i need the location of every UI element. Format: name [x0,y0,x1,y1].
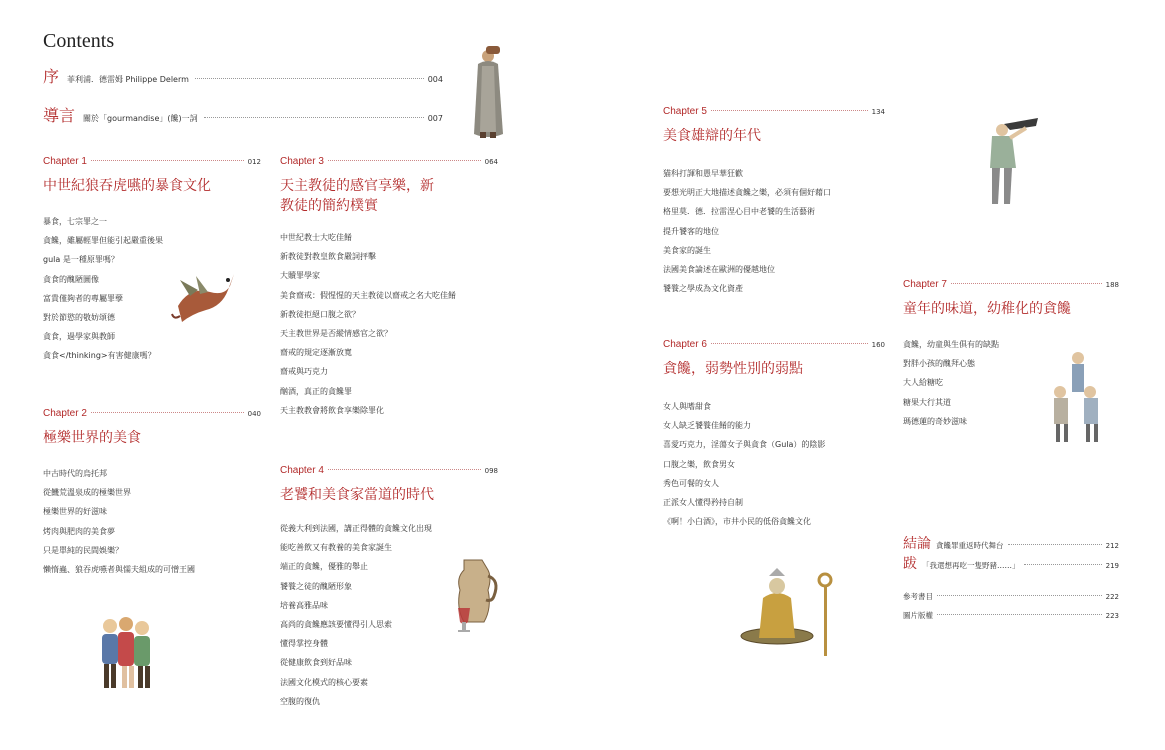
leader-dots [1008,544,1102,545]
chapter-title: 童年的味道，幼稚化的貪饞 [903,301,1071,317]
introduction-subtitle: 關於「gourmandise」(饞)一詞 [83,114,198,123]
section-item[interactable]: 喜愛巧克力，淫蕩女子與貪食（Gula）的陰影 [663,440,826,450]
page-number: 004 [427,75,443,84]
section-item[interactable]: 培養高雅品味 [280,600,328,610]
section-item[interactable]: 高尚的貪饞應該要懂得引人思索 [280,620,392,630]
page-number: 007 [427,114,443,123]
section-item[interactable]: 新教徒對教皇飲食嚴詞抨擊 [280,252,376,262]
chapter-3[interactable] [280,156,498,420]
section-item[interactable]: 極樂世界的好滋味 [43,507,107,517]
image-credits-label: 圖片版權 [903,611,933,620]
chapter-label: Chapter 5 [663,106,707,117]
chapter-title: 極樂世界的美食 [43,430,141,446]
chapter-title: 天主教徒的感官享樂，新教徒的簡約樸實 [280,178,434,214]
section-item[interactable]: 暴食，七宗罪之一 [43,217,107,226]
page-number: 064 [484,158,498,166]
chapter-title: 老饕和美食家當道的時代 [280,487,434,503]
conclusion-subtitle: 貪饞罪重返時代舞台 [936,541,1004,550]
section-item[interactable]: 只是單純的民間娛樂？ [43,545,123,555]
afterword-mark: 跋 [903,556,917,572]
section-item[interactable]: 中古時代的烏托邦 [43,469,107,478]
monk-drinking-illustration [470,44,506,142]
afterword-subtitle: 「我還想再吃一隻野豬……」 [922,561,1020,570]
leader-dots [328,469,481,470]
section-item[interactable]: 格里莫．德．拉雷涅心目中老饕的生活藝術 [663,207,815,217]
introduction-entry[interactable] [43,103,443,123]
section-item[interactable]: 懂得掌控身體 [280,639,328,649]
section-item[interactable]: 對於節慾的敬妨頌德 [43,313,115,323]
chapter-label: Chapter 3 [280,156,324,167]
section-item[interactable]: 大贖罪學家 [280,271,320,281]
section-item[interactable]: 貪饞，幼童與生俱有的缺點 [903,340,999,349]
chapter-2[interactable] [43,408,261,579]
leader-dots [204,117,424,118]
section-item[interactable]: 能吃善飲又有教養的美食家誕生 [280,543,392,553]
section-item[interactable]: 猫科打諢和愚早華狂歡 [663,169,743,178]
section-item[interactable]: 糖果大行其道 [903,397,951,407]
section-item[interactable]: gula 是一種原罪嗎？ [43,255,119,265]
chapter-title: 中世紀狼吞虎嚥的暴食文化 [43,178,211,194]
section-item[interactable]: 饕餮之徒的醜陋形象 [280,581,352,591]
introduction-mark: 導言 [43,106,76,125]
leader-dots [1024,564,1102,565]
preface-mark: 序 [43,67,60,86]
section-item[interactable]: 空腹的復仇 [280,696,320,706]
section-item[interactable]: 法國美食論述在歐洲的優越地位 [663,265,775,275]
section-item[interactable]: 提升饕客的地位 [663,226,719,236]
preface-entry[interactable] [43,64,443,84]
section-item[interactable]: 對胖小孩的醜拜心態 [903,359,975,369]
section-item[interactable]: 《啊！小白酒》，市井小民的低俗貪饞文化 [663,517,811,527]
section-item[interactable]: 從義大利到法國，講正得體的貪饞文化出現 [280,524,432,533]
section-item[interactable]: 女人與嗜甜食 [663,402,711,411]
section-item[interactable]: 懶惰蟲、狼吞虎嚥者與懦夫組成的可憎王國 [43,565,195,575]
leader-dots [91,160,244,161]
chapter-label: Chapter 1 [43,156,87,167]
section-item[interactable]: 齋戒的規定逐漸放寬 [280,348,352,358]
page-number: 223 [1105,612,1119,620]
chapter-label: Chapter 2 [43,408,87,419]
page-number: 188 [1105,281,1119,289]
chapter-5[interactable] [663,106,885,298]
leader-dots [937,595,1102,596]
page-number: 160 [871,341,885,349]
section-item[interactable]: 瑪德蓮的奇妙滋味 [903,416,967,426]
section-item[interactable]: 貪食，過學家與教師 [43,332,115,342]
chapter-label: Chapter 6 [663,339,707,350]
section-item[interactable]: 天主教教會將飲食享樂除罪化 [280,405,384,415]
section-item[interactable]: 新教徒拒絕口腹之欲？ [280,309,360,319]
page-number: 098 [484,467,498,475]
section-item[interactable]: 中世紀教士大吃佳餚 [280,233,352,242]
page-number: 012 [247,158,261,166]
children-climbing-illustration [1038,348,1108,446]
jug-and-glass-illustration [452,556,502,634]
bibliography-entry[interactable] [903,591,1119,602]
section-item[interactable]: 美食齋戒：假惺惺的天主教徒以齋戒之名大吃佳餚 [280,290,456,300]
section-item[interactable]: 從饑荒溫泉成的極樂世界 [43,488,131,498]
preface-author: 菲利浦．德雷姆 Philippe Delerm [67,75,189,84]
section-item[interactable]: 女人缺乏饕餮佳餚的能力 [663,421,751,431]
section-item[interactable]: 饕餮之學成為文化資產 [663,284,743,294]
conclusion-entry[interactable] [903,533,1119,553]
page-number: 219 [1105,562,1119,570]
section-item[interactable]: 齋戒與巧克力 [280,367,328,377]
section-item[interactable]: 從健康飲食到好品味 [280,658,352,668]
leader-dots [195,78,424,79]
section-item[interactable]: 貪食的醜陋圖像 [43,274,99,284]
section-item[interactable]: 秀色可餐的女人 [663,478,719,488]
section-item[interactable]: 烤肉與肥肉的美食夢 [43,526,115,536]
section-item[interactable]: 端正的貪饞，優雅的舉止 [280,562,368,572]
page-number: 212 [1105,542,1119,550]
man-drinking-illustration [982,114,1042,210]
chapter-title: 美食雄辯的年代 [663,128,761,144]
leader-dots [91,412,244,413]
section-item[interactable]: 口腹之樂，飲食男女 [663,459,735,469]
section-item[interactable]: 大人給糖吃 [903,378,943,388]
children-illustration [96,614,156,692]
contents-title: Contents [43,30,115,52]
leader-dots [711,343,868,344]
dragon-illustration [170,266,238,326]
section-item[interactable]: 貪饞，雖屬輕罪但能引起嚴重後果 [43,236,163,246]
leader-dots [951,283,1102,284]
afterword-entry[interactable] [903,553,1119,573]
section-item[interactable]: 美食家的誕生 [663,245,711,255]
section-item[interactable]: 天主教世界是否縱情感官之欲？ [280,329,392,339]
leader-dots [937,614,1102,615]
chapter-title: 貪饞，弱勢性別的弱點 [663,361,803,377]
chapter-6[interactable] [663,339,885,531]
section-item[interactable]: 貪食</thinking>有害健康嗎？ [43,351,156,361]
page-number: 040 [247,410,261,418]
chapter-1[interactable] [43,156,261,366]
section-item[interactable]: 法國文化模式的核心要素 [280,677,368,687]
section-item[interactable]: 酗酒，真正的貪饞罪 [280,386,352,396]
bibliography-label: 參考書目 [903,592,933,601]
chapter-label: Chapter 4 [280,465,324,476]
leader-dots [328,160,481,161]
page-number: 134 [871,108,885,116]
section-item[interactable]: 正派女人懂得矜持自制 [663,498,743,508]
section-item[interactable]: 富貴僅夠者的專屬罪孽 [43,293,123,303]
conclusion-mark: 結論 [903,536,931,552]
feast-figure-illustration [737,568,841,660]
leader-dots [711,110,868,111]
section-item[interactable]: 要想光明正大地描述貪饞之樂，必須有個好藉口 [663,188,831,198]
image-credits-entry[interactable] [903,610,1119,621]
chapter-label: Chapter 7 [903,279,947,290]
page-number: 222 [1105,593,1119,601]
